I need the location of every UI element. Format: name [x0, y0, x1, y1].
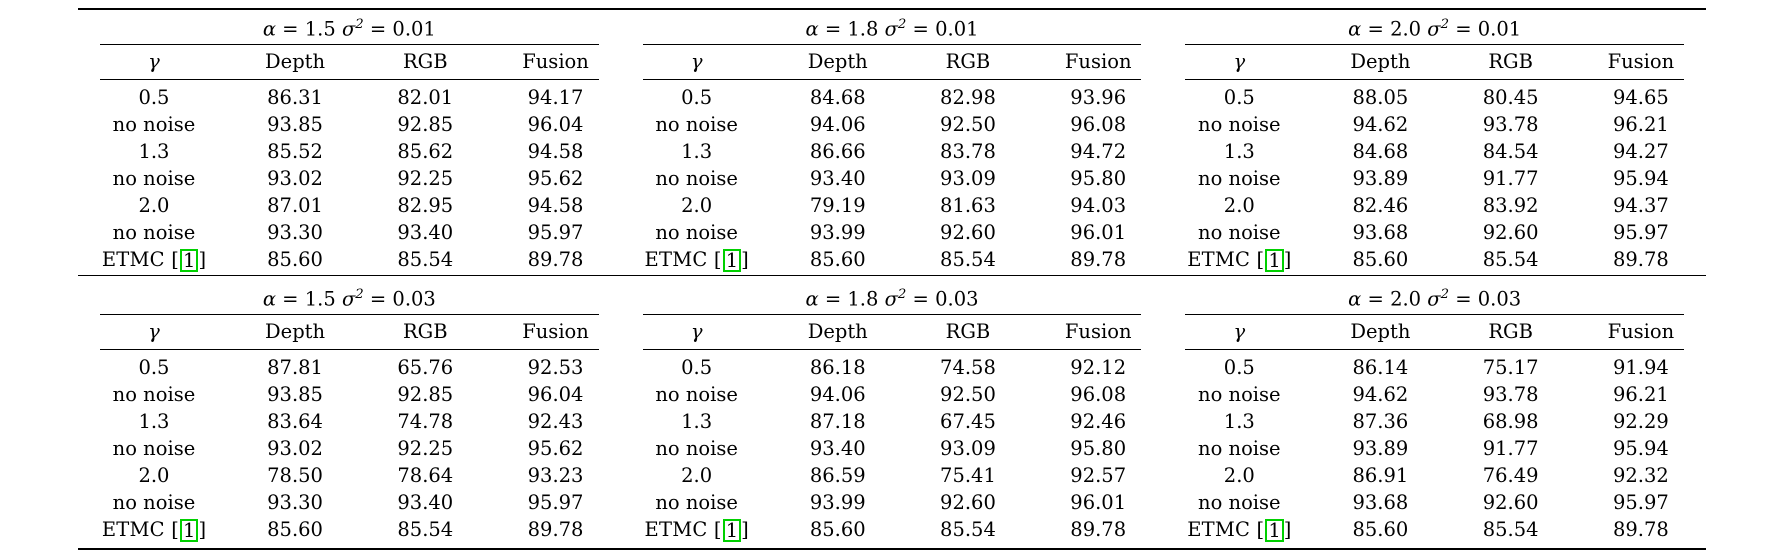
sub-table-panel	[621, 283, 1164, 545]
cell-rgb: 92.25	[397, 436, 454, 460]
cell-fusion: 96.04	[527, 113, 584, 137]
column-header-fusion: Fusion	[1607, 320, 1675, 344]
column-header-gamma: γ	[148, 320, 160, 344]
panel-header-row	[78, 283, 621, 314]
cell-depth: 82.46	[1352, 194, 1409, 218]
cell-rgb: 67.45	[940, 409, 996, 433]
cell-depth: 86.31	[267, 86, 323, 110]
column-header-depth: Depth	[265, 50, 326, 74]
cell-gamma: no noise	[112, 220, 196, 244]
cell-depth: 93.68	[1352, 220, 1409, 244]
cell-depth: 93.68	[1352, 490, 1409, 514]
citation-highlight[interactable]: 1	[1265, 519, 1283, 543]
cell-depth: 93.40	[809, 436, 866, 460]
cell-gamma: ETMC [ 1 ]	[1187, 517, 1292, 542]
cell-fusion: 95.62	[527, 167, 584, 191]
cell-gamma: no noise	[112, 490, 196, 514]
cell-depth: 85.60	[809, 517, 866, 541]
table-row	[1163, 462, 1706, 489]
cell-depth: 85.60	[1352, 517, 1409, 541]
cell-rgb: 83.78	[940, 140, 996, 164]
cell-rgb: 82.01	[397, 86, 454, 110]
cell-depth: 86.14	[1352, 356, 1409, 380]
table-row	[621, 246, 1164, 274]
table-row	[621, 516, 1164, 544]
cell-gamma: no noise	[1198, 113, 1281, 137]
cell-rgb: 91.77	[1482, 167, 1539, 191]
table-row	[621, 382, 1164, 409]
cell-rgb: 91.77	[1482, 436, 1539, 460]
panel-header-row	[621, 13, 1164, 44]
cell-rgb: 92.50	[940, 383, 996, 407]
sub-table-panel	[78, 13, 621, 275]
cell-gamma: no noise	[655, 490, 738, 514]
cell-gamma: no noise	[655, 167, 738, 191]
cell-gamma: no noise	[112, 436, 196, 460]
column-header-depth: Depth	[807, 50, 868, 74]
sub-table	[621, 283, 1164, 545]
cell-gamma: 0.5	[1223, 356, 1255, 380]
cell-rgb: 93.78	[1482, 383, 1539, 407]
cell-gamma: no noise	[655, 113, 738, 137]
panel-header-label: α = 2.0 $\sigma^2 = 0.01$	[1348, 17, 1522, 41]
cell-fusion: 89.78	[527, 247, 584, 271]
cell-gamma: ETMC [ 1 ]	[101, 517, 207, 542]
sub-table	[78, 13, 621, 275]
cell-depth: 86.91	[1352, 463, 1409, 487]
table-row	[1163, 350, 1706, 381]
cell-gamma: no noise	[1198, 167, 1281, 191]
cell-gamma: no noise	[1198, 383, 1281, 407]
table-row	[621, 80, 1164, 111]
cell-depth: 93.89	[1352, 436, 1409, 460]
cell-rgb: 92.85	[397, 383, 454, 407]
table-row	[1163, 516, 1706, 544]
cell-gamma: 1.3	[681, 409, 713, 433]
cell-rgb: 74.58	[940, 356, 996, 380]
column-header-fusion: Fusion	[522, 50, 589, 74]
cell-rgb: 85.54	[940, 247, 996, 271]
sub-table-panel	[1163, 283, 1706, 545]
cell-rgb: 74.78	[397, 409, 454, 433]
citation-highlight[interactable]: 1	[723, 519, 741, 543]
column-header-fusion: Fusion	[522, 320, 589, 344]
cell-fusion: 89.78	[1070, 247, 1127, 271]
cell-depth: 86.18	[809, 356, 866, 380]
citation-highlight[interactable]: 1	[1265, 249, 1283, 273]
column-header-rgb: RGB	[945, 320, 991, 344]
cell-depth: 87.81	[267, 356, 323, 380]
cell-fusion: 94.65	[1612, 86, 1669, 110]
cell-fusion: 92.46	[1070, 409, 1127, 433]
panel-header-row	[1163, 13, 1706, 44]
table-row	[621, 435, 1164, 462]
column-header-gamma: γ	[690, 320, 703, 344]
cell-gamma: 1.3	[1223, 409, 1255, 433]
cell-rgb: 93.09	[940, 436, 996, 460]
column-header-row	[1163, 315, 1706, 349]
cell-fusion: 95.80	[1070, 167, 1127, 191]
cell-gamma: 2.0	[681, 194, 713, 218]
cell-gamma: 1.3	[138, 409, 170, 433]
column-header-row	[78, 315, 621, 349]
cell-rgb: 92.60	[1482, 220, 1539, 244]
cell-depth: 78.50	[267, 463, 323, 487]
cell-fusion: 92.43	[527, 409, 584, 433]
column-header-gamma: γ	[148, 50, 160, 74]
column-header-rgb: RGB	[1488, 320, 1533, 344]
table-row	[1163, 112, 1706, 139]
table-row	[621, 219, 1164, 246]
sub-table-panel	[621, 13, 1164, 275]
table-row	[78, 139, 621, 166]
cell-rgb: 82.98	[940, 86, 996, 110]
cell-gamma: no noise	[655, 383, 738, 407]
cell-rgb: 92.60	[940, 490, 996, 514]
table-row	[78, 246, 621, 274]
cell-gamma: no noise	[1198, 490, 1281, 514]
table-row	[78, 408, 621, 435]
cell-gamma: 0.5	[681, 356, 713, 380]
cell-depth: 87.18	[809, 409, 866, 433]
cell-fusion: 96.01	[1070, 220, 1127, 244]
cell-gamma: 0.5	[681, 86, 713, 110]
cell-depth: 87.01	[267, 194, 323, 218]
cell-fusion: 95.97	[1612, 490, 1669, 514]
cell-fusion: 92.12	[1070, 356, 1127, 380]
column-header-rgb: RGB	[1488, 50, 1533, 74]
cell-rgb: 93.40	[397, 490, 454, 514]
cell-fusion: 92.32	[1612, 463, 1669, 487]
panel-header-label: α = 2.0 $\sigma^2 = 0.03$	[1348, 286, 1522, 311]
cell-fusion: 96.21	[1612, 113, 1669, 137]
cell-gamma: no noise	[1198, 220, 1281, 244]
cell-gamma: ETMC [ 1 ]	[644, 517, 749, 542]
table-row	[78, 462, 621, 489]
column-header-row	[78, 45, 621, 79]
cell-fusion: 91.94	[1612, 356, 1669, 380]
cell-gamma: ETMC [ 1 ]	[101, 247, 207, 272]
table-row	[621, 489, 1164, 516]
table-row	[1163, 139, 1706, 166]
cell-depth: 93.85	[267, 113, 323, 137]
panel-header-row	[78, 13, 621, 44]
sub-table-panel	[78, 283, 621, 545]
cell-depth: 93.99	[809, 490, 866, 514]
cell-depth: 94.06	[809, 113, 866, 137]
cell-gamma: 2.0	[1223, 194, 1255, 218]
cell-fusion: 89.78	[1612, 517, 1669, 541]
cell-depth: 85.52	[267, 140, 323, 164]
table-row	[1163, 489, 1706, 516]
cell-fusion: 94.37	[1612, 194, 1669, 218]
table-row	[78, 350, 621, 381]
cell-depth: 94.62	[1352, 383, 1409, 407]
column-header-depth: Depth	[1350, 320, 1411, 344]
cell-rgb: 93.09	[940, 167, 996, 191]
cell-gamma: 2.0	[138, 463, 170, 487]
cell-depth: 93.99	[809, 220, 866, 244]
table-row	[621, 408, 1164, 435]
cell-rgb: 85.54	[940, 517, 996, 541]
table-row	[1163, 382, 1706, 409]
column-header-fusion: Fusion	[1607, 50, 1675, 74]
sub-table-panel	[1163, 13, 1706, 275]
cell-fusion: 94.58	[527, 194, 584, 218]
cell-fusion: 95.62	[527, 436, 584, 460]
cell-depth: 94.06	[809, 383, 866, 407]
cell-gamma: 0.5	[1223, 86, 1255, 110]
cell-gamma: 2.0	[681, 463, 713, 487]
table-bottom-rule	[78, 548, 1706, 550]
cell-fusion: 95.94	[1612, 167, 1669, 191]
table-row	[1163, 435, 1706, 462]
cell-fusion: 94.17	[527, 86, 584, 110]
cell-gamma: no noise	[112, 167, 196, 191]
cell-depth: 85.60	[267, 517, 323, 541]
cell-fusion: 93.96	[1070, 86, 1127, 110]
table-row	[621, 193, 1164, 220]
table-block	[78, 13, 1706, 275]
cell-fusion: 89.78	[1612, 247, 1669, 271]
cell-depth: 85.60	[809, 247, 866, 271]
cell-fusion: 96.04	[527, 383, 584, 407]
cell-fusion: 92.57	[1070, 463, 1127, 487]
table-row	[621, 112, 1164, 139]
cell-fusion: 94.72	[1070, 140, 1127, 164]
panel-header-label: α = 1.8 $\sigma^2 = 0.03$	[805, 286, 979, 311]
cell-rgb: 92.60	[940, 220, 996, 244]
table-blocks	[78, 13, 1706, 545]
citation-highlight[interactable]: 1	[723, 249, 741, 273]
cell-rgb: 81.63	[940, 194, 996, 218]
cell-fusion: 95.94	[1612, 436, 1669, 460]
cell-rgb: 82.95	[397, 194, 454, 218]
cell-rgb: 68.98	[1482, 409, 1539, 433]
cell-gamma: no noise	[1198, 436, 1281, 460]
cell-rgb: 92.25	[397, 167, 454, 191]
panel-header-row	[621, 283, 1164, 314]
cell-fusion: 95.80	[1070, 436, 1127, 460]
sub-table	[621, 13, 1164, 275]
cell-fusion: 89.78	[1070, 517, 1127, 541]
cell-rgb: 75.41	[940, 463, 996, 487]
cell-fusion: 89.78	[527, 517, 584, 541]
sub-table	[78, 283, 621, 545]
cell-depth: 86.66	[809, 140, 866, 164]
cell-depth: 84.68	[1352, 140, 1409, 164]
cell-depth: 93.02	[267, 436, 323, 460]
cell-fusion: 94.58	[527, 140, 584, 164]
table-row	[621, 139, 1164, 166]
cell-rgb: 78.64	[397, 463, 454, 487]
column-header-row	[621, 315, 1164, 349]
table-row	[78, 166, 621, 193]
cell-rgb: 92.60	[1482, 490, 1539, 514]
cell-rgb: 84.54	[1482, 140, 1539, 164]
cell-fusion: 95.97	[527, 220, 584, 244]
table-row	[78, 80, 621, 111]
cell-gamma: 1.3	[681, 140, 713, 164]
table-row	[1163, 408, 1706, 435]
column-header-rgb: RGB	[402, 320, 448, 344]
cell-depth: 93.85	[267, 383, 323, 407]
citation-highlight[interactable]: 1	[180, 249, 198, 273]
cell-gamma: 0.5	[138, 356, 170, 380]
sub-table	[1163, 13, 1706, 275]
column-header-row	[621, 45, 1164, 79]
cell-depth: 79.19	[809, 194, 866, 218]
cell-rgb: 85.62	[397, 140, 454, 164]
panel-header-label: α = 1.5 $\sigma^2 = 0.01$	[262, 17, 436, 41]
cell-rgb: 83.92	[1482, 194, 1539, 218]
cell-fusion: 92.53	[527, 356, 584, 380]
table-row	[78, 435, 621, 462]
cell-gamma: ETMC [ 1 ]	[644, 247, 749, 272]
cell-depth: 87.36	[1352, 409, 1409, 433]
table-row	[78, 219, 621, 246]
table-row	[78, 516, 621, 544]
cell-gamma: 1.3	[138, 140, 170, 164]
cell-rgb: 85.54	[397, 517, 454, 541]
cell-gamma: no noise	[655, 220, 738, 244]
table-row	[621, 166, 1164, 193]
cell-rgb: 93.78	[1482, 113, 1539, 137]
cell-fusion: 93.23	[527, 463, 584, 487]
panel-header-label: α = 1.8 $\sigma^2 = 0.01$	[805, 17, 979, 41]
table-block	[78, 283, 1706, 545]
cell-gamma: no noise	[112, 113, 196, 137]
column-header-row	[1163, 45, 1706, 79]
cell-depth: 83.64	[267, 409, 323, 433]
results-table	[78, 8, 1706, 550]
panel-header-label: α = 1.5 $\sigma^2 = 0.03$	[262, 286, 436, 311]
cell-gamma: 2.0	[1223, 463, 1255, 487]
spacer	[78, 276, 1706, 283]
column-header-gamma: γ	[1233, 50, 1246, 74]
cell-gamma: ETMC [ 1 ]	[1187, 247, 1292, 272]
cell-depth: 84.68	[809, 86, 866, 110]
citation-highlight[interactable]: 1	[180, 519, 198, 543]
column-header-depth: Depth	[1350, 50, 1411, 74]
cell-depth: 85.60	[267, 247, 323, 271]
cell-gamma: no noise	[112, 383, 196, 407]
column-header-fusion: Fusion	[1064, 50, 1132, 74]
cell-rgb: 92.50	[940, 113, 996, 137]
column-header-rgb: RGB	[945, 50, 991, 74]
panel-header-row	[1163, 283, 1706, 314]
table-row	[621, 462, 1164, 489]
cell-gamma: 0.5	[138, 86, 170, 110]
cell-fusion: 94.27	[1612, 140, 1669, 164]
cell-gamma: 1.3	[1223, 140, 1255, 164]
cell-rgb: 76.49	[1482, 463, 1539, 487]
cell-rgb: 85.54	[1482, 517, 1539, 541]
cell-fusion: 96.21	[1612, 383, 1669, 407]
cell-gamma: 2.0	[138, 194, 170, 218]
sub-table	[1163, 283, 1706, 545]
column-header-fusion: Fusion	[1064, 320, 1132, 344]
cell-depth: 93.02	[267, 167, 323, 191]
table-row	[78, 489, 621, 516]
table-row	[78, 112, 621, 139]
cell-rgb: 92.85	[397, 113, 454, 137]
cell-depth: 93.40	[809, 167, 866, 191]
table-row	[1163, 80, 1706, 111]
cell-depth: 86.59	[809, 463, 866, 487]
cell-rgb: 80.45	[1482, 86, 1539, 110]
column-header-gamma: γ	[1233, 320, 1246, 344]
cell-depth: 94.62	[1352, 113, 1409, 137]
table-row	[78, 193, 621, 220]
column-header-gamma: γ	[690, 50, 703, 74]
cell-fusion: 96.08	[1070, 113, 1127, 137]
cell-depth: 88.05	[1352, 86, 1409, 110]
cell-fusion: 95.97	[527, 490, 584, 514]
table-row	[1163, 193, 1706, 220]
cell-depth: 85.60	[1352, 247, 1409, 271]
cell-fusion: 96.08	[1070, 383, 1127, 407]
cell-rgb: 75.17	[1482, 356, 1539, 380]
table-row	[78, 382, 621, 409]
cell-depth: 93.30	[267, 220, 323, 244]
column-header-depth: Depth	[265, 320, 326, 344]
cell-depth: 93.30	[267, 490, 323, 514]
table-row	[1163, 219, 1706, 246]
cell-fusion: 92.29	[1612, 409, 1669, 433]
table-row	[1163, 166, 1706, 193]
column-header-depth: Depth	[807, 320, 868, 344]
cell-depth: 93.89	[1352, 167, 1409, 191]
cell-fusion: 96.01	[1070, 490, 1127, 514]
cell-rgb: 85.54	[1482, 247, 1539, 271]
cell-rgb: 93.40	[397, 220, 454, 244]
cell-fusion: 95.97	[1612, 220, 1669, 244]
cell-fusion: 94.03	[1070, 194, 1127, 218]
cell-rgb: 65.76	[397, 356, 454, 380]
cell-gamma: no noise	[655, 436, 738, 460]
cell-rgb: 85.54	[397, 247, 454, 271]
column-header-rgb: RGB	[402, 50, 448, 74]
table-row	[621, 350, 1164, 381]
table-row	[1163, 246, 1706, 274]
